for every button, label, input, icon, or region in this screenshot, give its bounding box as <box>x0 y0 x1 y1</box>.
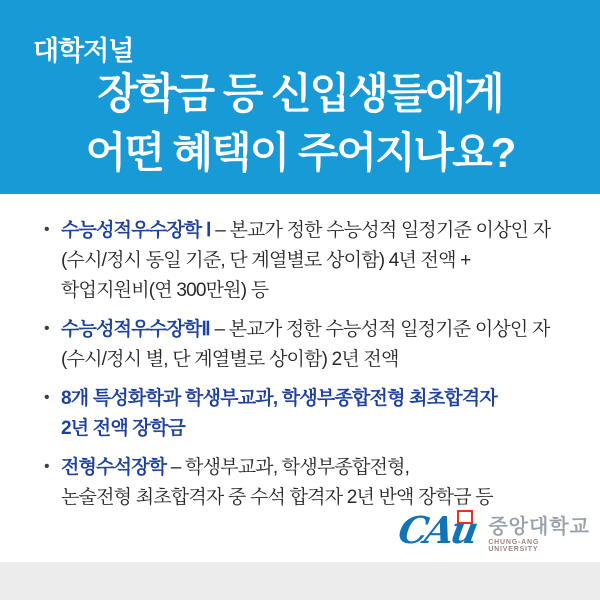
bullet-text-run: – 학생부교과, 학생부종합전형, <box>166 457 410 478</box>
bullet-text-run: – 본교가 정한 수능성적 일정기준 이상인 자 <box>209 319 550 340</box>
bullet-dot-icon: • <box>44 221 49 238</box>
university-logo-text <box>488 507 591 553</box>
bullet-dot-icon: • <box>44 458 49 475</box>
bullet-text-run: 수능성적우수장학Ⅱ <box>61 319 210 340</box>
header-banner <box>0 0 600 194</box>
cau-logo-text: CAu <box>395 508 479 552</box>
list-item <box>44 384 564 444</box>
bullet-dot-icon: • <box>44 320 49 337</box>
bullet-text-run: 학업지원비(연 300만원) 등 <box>61 280 269 301</box>
cau-script-logo <box>395 507 480 555</box>
bullet-text-run: – 본교가 정한 수능성적 일정기준 이상인 자 <box>210 220 551 241</box>
bullet-text-run: 논술전형 최초합격자 중 수석 합격자 2년 반액 장학금 등 <box>61 487 493 508</box>
bullet-list <box>44 216 564 513</box>
list-item <box>44 453 564 513</box>
university-name-korean: 중앙대학교 <box>488 516 590 538</box>
page-title-line-2: 어떤 혜택이 주어지나요? <box>85 129 515 176</box>
bullet-text-run: 전형수석장학 <box>61 457 167 478</box>
university-name-english: CHUNG-ANG UNIVERSITY <box>488 539 540 553</box>
list-item <box>44 216 564 306</box>
bullet-dot-icon: • <box>44 389 49 406</box>
cau-red-square-icon <box>457 510 473 524</box>
list-item <box>44 315 564 375</box>
bullet-text-run: (수시/정시 별, 단 계열별로 상이함) 2년 전액 <box>61 349 399 370</box>
bullet-text-run: 수능성적우수장학 Ⅰ <box>61 220 211 241</box>
brand-logo-text: 대학저널 <box>33 36 134 66</box>
bullet-text-run: 8개 특성화학과 학생부교과, 학생부종합전형 최초합격자 <box>61 388 497 409</box>
bullet-text-run: (수시/정시 동일 기준, 단 계열별로 상이함) 4년 전액 + <box>61 250 471 271</box>
footer-strip <box>0 562 600 600</box>
page-title-line-1: 장학금 등 신입생들에게 <box>97 70 503 117</box>
bullet-text-run: 2년 전액 장학금 <box>61 418 186 439</box>
university-logo <box>395 507 591 557</box>
page-title <box>0 64 600 182</box>
